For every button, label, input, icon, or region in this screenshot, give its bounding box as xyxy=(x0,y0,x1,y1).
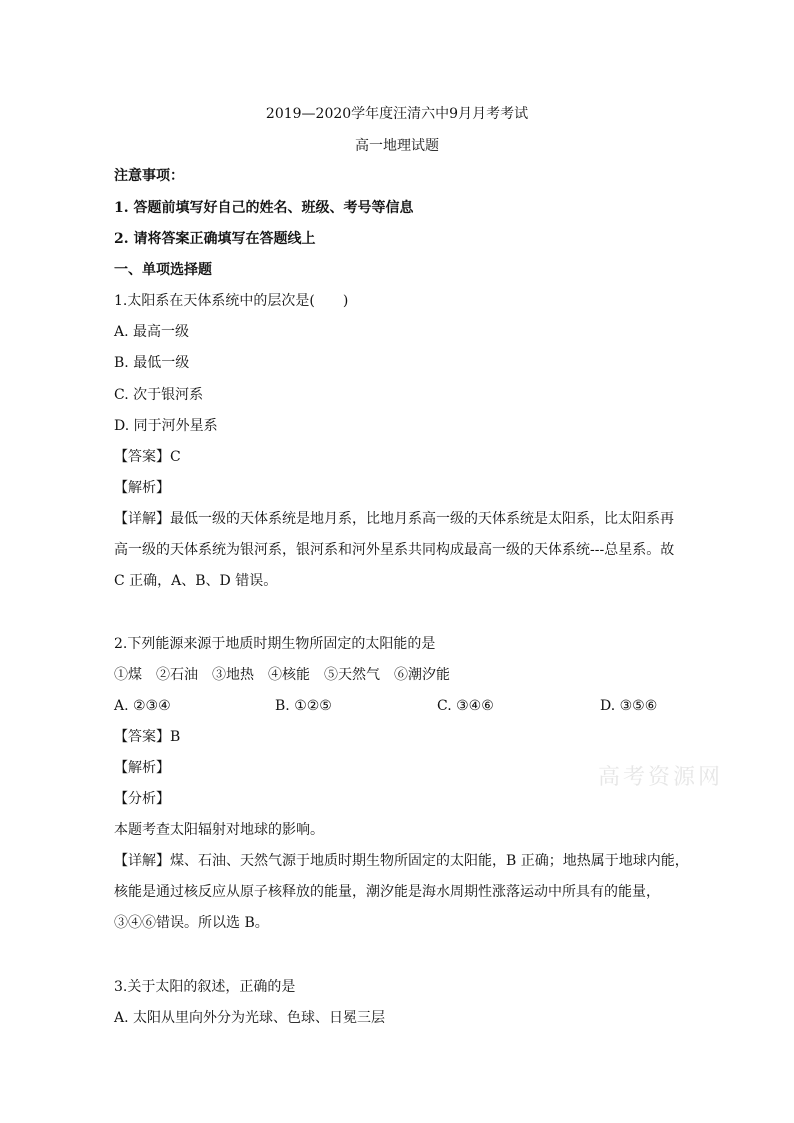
question-2-detail-line-1: 【详解】煤、石油、天然气源于地质时期生物所固定的太阳能，B 正确；地热属于地球内能， xyxy=(114,853,689,869)
question-1-option-c: C. 次于银河系 xyxy=(114,387,204,403)
question-1-option-a: A. 最高一级 xyxy=(114,324,190,340)
question-1-answer: 【答案】C xyxy=(114,449,181,465)
question-2-option-d: D. ③⑤⑥ xyxy=(600,698,658,714)
question-2-answer: 【答案】B xyxy=(114,729,181,745)
question-2-detail-line-3: ③④⑥错误。所以选 B。 xyxy=(114,915,269,931)
question-2-option-a: A. ②③④ xyxy=(114,698,171,714)
question-3-option-a: A. 太阳从里向外分为光球、色球、日冕三层 xyxy=(114,1010,386,1026)
question-1-option-b: B. 最低一级 xyxy=(114,355,190,371)
question-2-items: ①煤 ②石油 ③地热 ④核能 ⑤天然气 ⑥潮汐能 xyxy=(114,667,450,683)
question-1-option-d: D. 同于河外星系 xyxy=(114,418,218,434)
question-1-analysis-label: 【解析】 xyxy=(114,480,170,496)
question-2-analysis-label: 【解析】 xyxy=(114,760,170,776)
question-1-detail-line-2: 高一级的天体系统为银河系，银河系和河外星系共同构成最高一级的天体系统---总星系。故 xyxy=(114,542,675,558)
question-2-option-c: C. ③④⑥ xyxy=(437,698,494,714)
section-heading: 一、单项选择题 xyxy=(114,262,212,278)
question-3-stem: 3.关于太阳的叙述，正确的是 xyxy=(114,979,296,995)
question-2-fenxi-label: 【分析】 xyxy=(114,791,170,807)
question-1-detail-line-3: C 正确，A、B、D 错误。 xyxy=(114,573,278,589)
exam-subtitle: 高一地理试题 xyxy=(355,138,439,154)
notice-item-2: 2. 请将答案正确填写在答题线上 xyxy=(114,231,316,247)
watermark: 高考资源网 xyxy=(598,765,724,790)
notice-heading: 注意事项： xyxy=(114,168,184,184)
question-2-fenxi-text: 本题考查太阳辐射对地球的影响。 xyxy=(114,822,324,838)
exam-title: 2019—2020学年度汪清六中9月月考考试 xyxy=(265,106,529,122)
question-2-detail-line-2: 核能是通过核反应从原子核释放的能量，潮汐能是海水周期性涨落运动中所具有的能量， xyxy=(114,884,660,900)
question-1-detail-line-1: 【详解】最低一级的天体系统是地月系，比地月系高一级的天体系统是太阳系，比太阳系再 xyxy=(114,511,674,527)
question-2-options-row xyxy=(114,696,694,716)
question-1-stem: 1.太阳系在天体系统中的层次是( ) xyxy=(114,293,349,309)
notice-item-1: 1. 答题前填写好自己的姓名、班级、考号等信息 xyxy=(114,200,414,216)
question-2-option-b: B. ①②⑤ xyxy=(275,698,332,714)
question-2-stem: 2.下列能源来源于地质时期生物所固定的太阳能的是 xyxy=(114,636,436,652)
